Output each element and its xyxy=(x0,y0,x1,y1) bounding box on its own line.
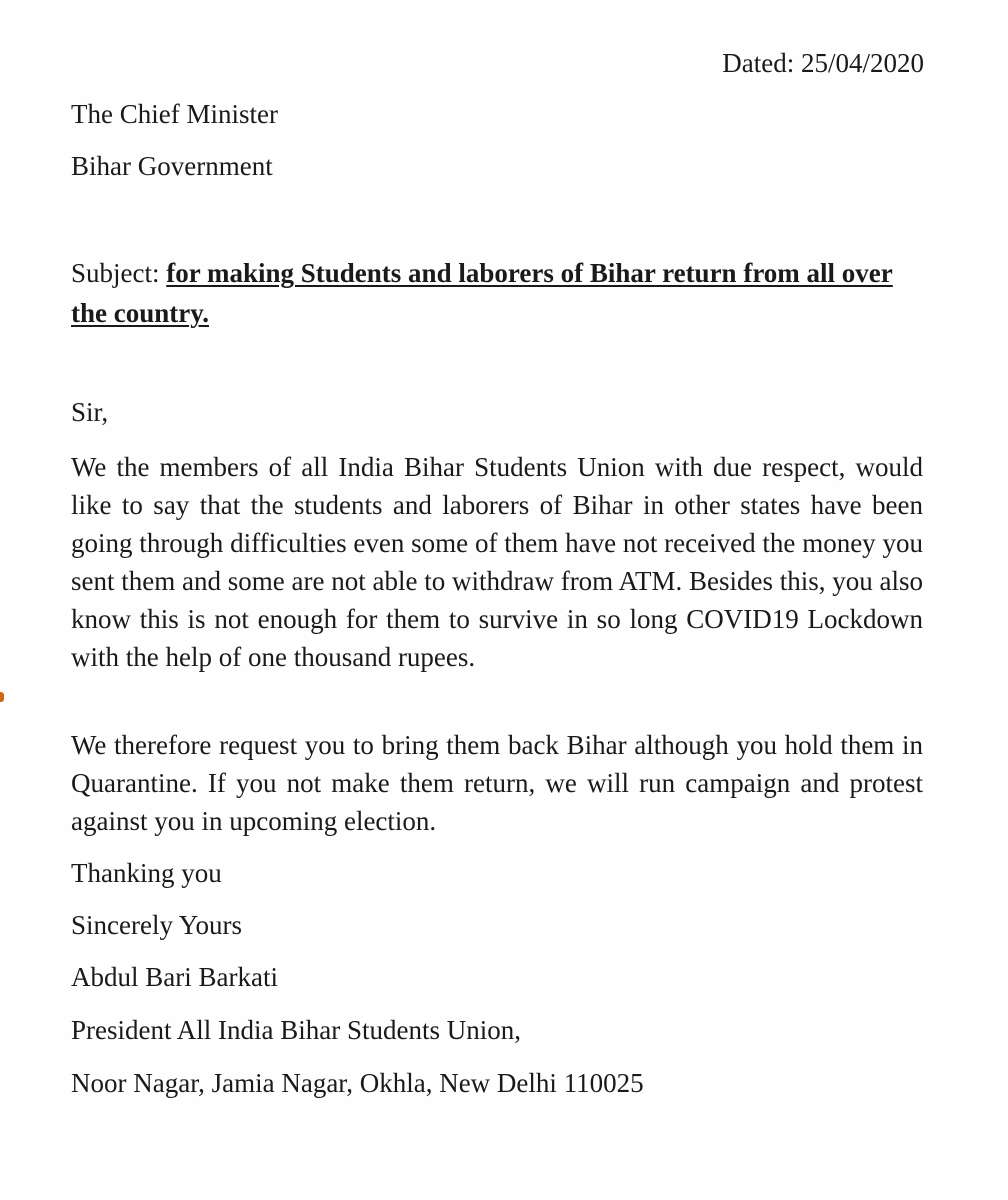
recipient-line-2: Bihar Government xyxy=(71,151,273,181)
recipient-line-1: The Chief Minister xyxy=(71,99,278,129)
letter-date: Dated: 25/04/2020 xyxy=(722,48,924,78)
salutation: Sir, xyxy=(71,397,109,427)
signatory-name: Abdul Bari Barkati xyxy=(71,962,278,992)
closing-thanks: Thanking you xyxy=(71,858,222,888)
signatory-address: Noor Nagar, Jamia Nagar, Okhla, New Delhi 110025 xyxy=(71,1068,644,1098)
closing-sincerely: Sincerely Yours xyxy=(71,910,243,940)
subject-text: for making Students and laborers of Bihar return from all over the country. xyxy=(71,258,893,328)
signatory-title: President All India Bihar Students Union, xyxy=(71,1015,521,1045)
subject-label: Subject: xyxy=(71,258,160,288)
subject-line xyxy=(71,253,923,333)
body-paragraph-2: We therefore request you to bring them back Bihar although you hold them in Quarantine. If you not make them return, we will run campaign and protest against you in upcoming election. xyxy=(71,730,923,836)
edge-mark xyxy=(0,692,4,702)
body-paragraph-1: We the members of all India Bihar Students Union with due respect, would like to say that the students and laborers of Bihar in other states have been going through difficulties even some of them have not received the money you sent them and some are not able to withdraw from ATM. Besides this, you also know this is not enough for them to survive in so long COVID19 Lockdown with the help of one thousand rupees. xyxy=(71,452,923,672)
